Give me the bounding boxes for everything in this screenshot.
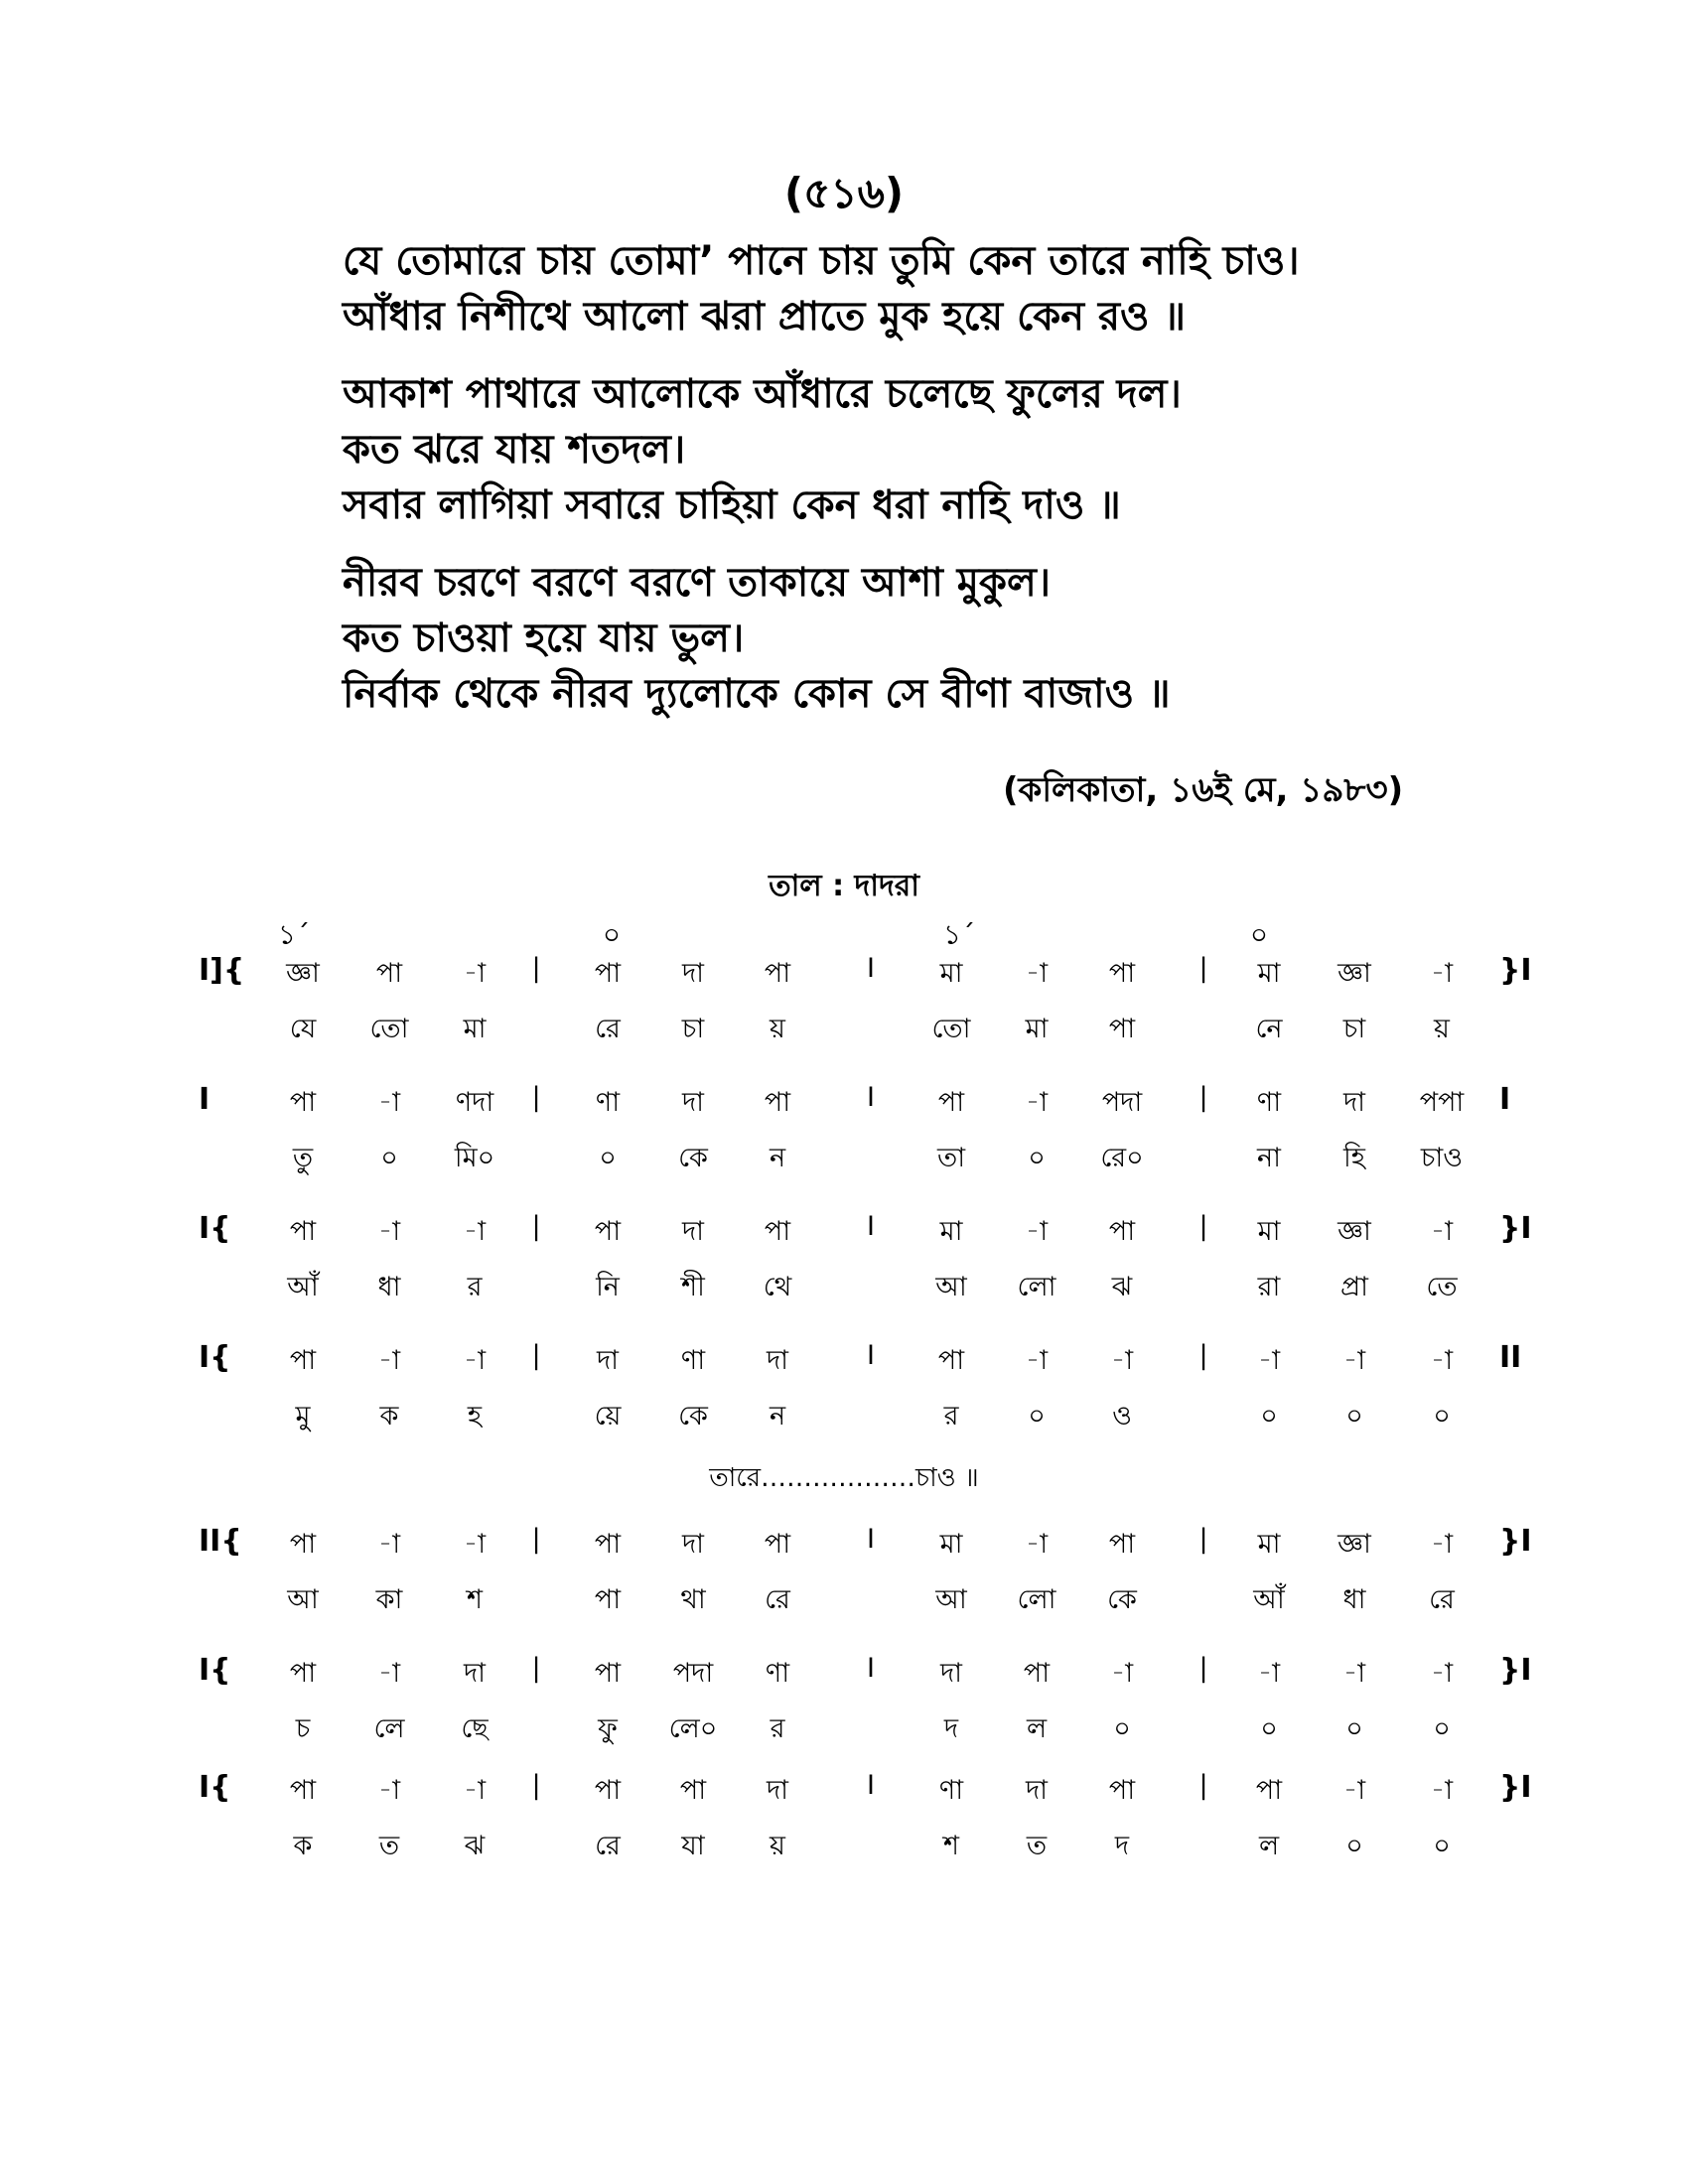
- bar-start-sign: I{: [199, 1340, 231, 1375]
- stanza-1: [343, 233, 1455, 344]
- note-cell: -া: [1430, 1216, 1454, 1247]
- notes-row: [0, 953, 1688, 1003]
- note-cell: পদা: [672, 1658, 714, 1689]
- notation-block: [0, 1082, 1688, 1211]
- lyric-cell: আঁ: [287, 1272, 319, 1302]
- bar-divider: |: [1198, 1524, 1208, 1555]
- taal-marker: ১´: [277, 918, 311, 951]
- notation-block: [0, 1770, 1688, 1899]
- poem-line: আঁধার নিশীথে আলো ঝরা প্রাতে মুক হয়ে কেন রও ॥: [343, 294, 1186, 340]
- poem-line: আকাশ পাথারে আলোকে আঁধারে চলেছে ফুলের দল।: [343, 371, 1182, 417]
- lyric-cell: য়ে: [594, 1401, 622, 1432]
- bar-divider: |: [531, 1524, 541, 1555]
- note-cell: মা: [939, 958, 963, 989]
- lyric-cell: যে: [289, 1014, 317, 1044]
- lyric-cell: কে: [678, 1143, 708, 1173]
- bar-end-sign: I: [1499, 1082, 1511, 1117]
- lyric-row: [0, 1267, 1688, 1316]
- note-cell: -া: [1342, 1345, 1366, 1376]
- lyric-cell: তো: [931, 1014, 971, 1044]
- lyric-cell: আ: [935, 1584, 967, 1615]
- taal-markers: [0, 913, 1688, 953]
- bar-divider: |: [1198, 1770, 1208, 1801]
- note-cell: -া: [463, 1216, 487, 1247]
- lyric-cell: লে: [373, 1713, 405, 1744]
- lyric-cell: থা: [680, 1584, 706, 1615]
- bar-divider: I: [867, 1653, 875, 1684]
- lyric-row: [0, 1396, 1688, 1445]
- lyric-cell: ০: [599, 1143, 617, 1173]
- note-cell: -া: [1025, 1216, 1049, 1247]
- lyric-cell: শ: [467, 1584, 483, 1615]
- note-cell: -া: [1430, 1658, 1454, 1689]
- bar-divider: |: [531, 953, 541, 984]
- note-cell: -া: [1430, 1345, 1454, 1376]
- lyric-cell: রে০: [1100, 1143, 1144, 1173]
- lyric-cell: য়: [1434, 1014, 1450, 1044]
- lyric-cell: ন: [769, 1143, 786, 1173]
- page-number: (৫১৬): [783, 169, 905, 217]
- bar-divider: I: [867, 1340, 875, 1371]
- lyric-cell: না: [1257, 1143, 1281, 1173]
- note-cell: ণা: [765, 1658, 790, 1689]
- lyric-cell: ০: [1260, 1401, 1278, 1432]
- lyric-cell: ধা: [1342, 1584, 1366, 1615]
- note-cell: পা: [1255, 1775, 1283, 1806]
- notes-row: [0, 1211, 1688, 1261]
- note-cell: পা: [1108, 1775, 1136, 1806]
- bar-end-sign: }I: [1499, 953, 1532, 988]
- note-cell: দা: [1025, 1775, 1048, 1806]
- note-cell: পা: [289, 1216, 317, 1247]
- note-cell: পা: [764, 1529, 791, 1560]
- lyric-cell: রে: [595, 1831, 621, 1861]
- lyric-cell: মা: [463, 1014, 487, 1044]
- bar-divider: |: [531, 1770, 541, 1801]
- bar-divider: I: [867, 953, 875, 984]
- lyric-cell: তো: [369, 1014, 409, 1044]
- poem-line: কত চাওয়া হয়ে যায় ভুল।: [343, 615, 745, 661]
- note-cell: পদা: [1101, 1087, 1143, 1118]
- lyric-cell: দ: [1114, 1831, 1130, 1861]
- lyric-row: [0, 1009, 1688, 1058]
- bar-divider: |: [1198, 1211, 1208, 1242]
- lyric-cell: মি০: [454, 1143, 495, 1173]
- return-line: তারে………………চাও ॥: [709, 1463, 979, 1493]
- note-cell: -া: [377, 1658, 401, 1689]
- note-cell: -া: [463, 1345, 487, 1376]
- note-cell: পা: [594, 958, 622, 989]
- note-cell: পা: [594, 1216, 622, 1247]
- note-cell: পা: [1108, 1216, 1136, 1247]
- lyric-cell: ত: [378, 1831, 400, 1861]
- note-cell: -া: [1430, 1529, 1454, 1560]
- bar-end-sign: }I: [1499, 1770, 1532, 1805]
- lyric-cell: র: [943, 1401, 959, 1432]
- note-cell: -া: [1110, 1658, 1134, 1689]
- note-cell: দা: [939, 1658, 962, 1689]
- lyric-cell: দ: [943, 1713, 959, 1744]
- note-cell: -া: [377, 1087, 401, 1118]
- note-cell: ণা: [680, 1345, 706, 1376]
- note-cell: দা: [1342, 1087, 1365, 1118]
- lyric-cell: মু: [295, 1401, 311, 1432]
- notation-table: [0, 953, 1688, 1899]
- lyric-cell: ০: [1345, 1713, 1363, 1744]
- bar-end-sign: II: [1499, 1340, 1522, 1375]
- lyric-cell: রা: [1257, 1272, 1281, 1302]
- lyric-cell: য়: [770, 1831, 785, 1861]
- bar-start-sign: I{: [199, 1653, 231, 1688]
- lyric-cell: নি: [596, 1272, 620, 1302]
- taal-label: তাল : দাদরা: [769, 869, 919, 903]
- stanza-3: [343, 555, 1455, 722]
- note-cell: ণা: [1256, 1087, 1282, 1118]
- notes-row: [0, 1653, 1688, 1703]
- note-cell: -া: [377, 1775, 401, 1806]
- poem-line: কত ঝরে যায় শতদল।: [343, 427, 686, 473]
- lyric-cell: লে০: [668, 1713, 718, 1744]
- lyric-cell: র: [770, 1713, 785, 1744]
- note-cell: দা: [681, 1087, 704, 1118]
- lyric-cell: যা: [681, 1831, 705, 1861]
- lyric-cell: ০: [1433, 1831, 1451, 1861]
- bar-divider: |: [1198, 1653, 1208, 1684]
- lyric-row: [0, 1708, 1688, 1758]
- lyric-row: [0, 1826, 1688, 1875]
- bar-divider: |: [531, 1211, 541, 1242]
- note-cell: পা: [764, 1216, 791, 1247]
- note-cell: মা: [1257, 1216, 1281, 1247]
- note-cell: জ্ঞা: [1337, 958, 1371, 989]
- lyric-cell: ০: [1260, 1713, 1278, 1744]
- note-cell: পা: [289, 1658, 317, 1689]
- note-cell: -া: [1257, 1658, 1281, 1689]
- note-cell: পা: [594, 1529, 622, 1560]
- note-cell: পা: [289, 1529, 317, 1560]
- lyric-cell: থে: [763, 1272, 792, 1302]
- notation-block: [0, 1340, 1688, 1524]
- note-cell: দা: [766, 1775, 788, 1806]
- lyric-row: [0, 1138, 1688, 1187]
- bar-start-sign: I: [199, 1082, 211, 1117]
- lyric-cell: ০: [1433, 1401, 1451, 1432]
- poem: [343, 233, 1455, 744]
- taal-marker: ১´: [942, 918, 976, 951]
- lyric-cell: ত: [1026, 1831, 1048, 1861]
- note-cell: -া: [377, 1216, 401, 1247]
- bar-divider: I: [867, 1211, 875, 1242]
- lyric-cell: তু: [292, 1143, 314, 1173]
- lyric-cell: র: [467, 1272, 483, 1302]
- lyric-cell: লো: [1017, 1584, 1056, 1615]
- note-cell: দা: [596, 1345, 619, 1376]
- bar-divider: |: [1198, 1082, 1208, 1113]
- lyric-cell: য়: [770, 1014, 785, 1044]
- note-cell: দা: [681, 1529, 704, 1560]
- note-cell: পা: [289, 1087, 317, 1118]
- note-cell: পা: [594, 1775, 622, 1806]
- note-cell: মা: [1257, 958, 1281, 989]
- note-cell: -া: [1025, 958, 1049, 989]
- bar-start-sign: I{: [199, 1770, 231, 1805]
- lyric-cell: তা: [936, 1143, 966, 1173]
- notation-block: [0, 953, 1688, 1082]
- note-cell: দা: [681, 958, 704, 989]
- note-cell: জ্ঞা: [286, 958, 320, 989]
- bar-start-sign: I{: [199, 1211, 231, 1246]
- bar-end-sign: }I: [1499, 1211, 1532, 1246]
- lyric-cell: আ: [935, 1272, 967, 1302]
- notes-row: [0, 1770, 1688, 1820]
- bar-divider: I: [867, 1770, 875, 1801]
- note-cell: মা: [939, 1529, 963, 1560]
- note-cell: -া: [463, 958, 487, 989]
- note-cell: -া: [377, 1529, 401, 1560]
- lyric-cell: ঝ: [1111, 1272, 1133, 1302]
- lyric-cell: কে: [678, 1401, 708, 1432]
- lyric-cell: আঁ: [1253, 1584, 1285, 1615]
- note-cell: পা: [594, 1658, 622, 1689]
- bar-divider: I: [867, 1524, 875, 1555]
- lyric-cell: নে: [1255, 1014, 1283, 1044]
- note-cell: পপা: [1419, 1087, 1465, 1118]
- lyric-cell: ল: [1026, 1713, 1048, 1744]
- bar-end-sign: }I: [1499, 1653, 1532, 1688]
- lyric-cell: রে: [595, 1014, 621, 1044]
- note-cell: মা: [1257, 1529, 1281, 1560]
- lyric-cell: লো: [1017, 1272, 1056, 1302]
- lyric-cell: হি: [1343, 1143, 1365, 1173]
- lyric-cell: ধা: [377, 1272, 401, 1302]
- bar-end-sign: }I: [1499, 1524, 1532, 1559]
- stanza-2: [343, 366, 1455, 533]
- lyric-cell: পা: [1108, 1014, 1136, 1044]
- poem-line: যে তোমারে চায় তোমা’ পানে চায় তুমি কেন তারে নাহি চাও।: [343, 238, 1300, 284]
- lyric-cell: কে: [1107, 1584, 1137, 1615]
- bar-divider: |: [1198, 953, 1208, 984]
- note-cell: পা: [375, 958, 403, 989]
- taal-marker: ০: [602, 918, 622, 951]
- note-cell: দা: [681, 1216, 704, 1247]
- note-cell: পা: [937, 1345, 965, 1376]
- bar-divider: |: [531, 1653, 541, 1684]
- lyric-cell: ০: [1433, 1713, 1451, 1744]
- lyric-cell: ঝ: [464, 1831, 486, 1861]
- lyric-cell: ও: [1112, 1401, 1132, 1432]
- note-cell: পা: [764, 958, 791, 989]
- lyric-cell: হ: [467, 1401, 483, 1432]
- note-cell: -া: [1257, 1345, 1281, 1376]
- poem-line: নীরব চরণে বরণে বরণে তাকায়ে আশা মুকুল।: [343, 560, 1052, 606]
- note-cell: -া: [1342, 1775, 1366, 1806]
- lyric-cell: রে: [765, 1584, 790, 1615]
- lyric-cell: ল: [1258, 1831, 1280, 1861]
- notes-row: [0, 1340, 1688, 1390]
- note-cell: ণা: [595, 1087, 621, 1118]
- note-cell: দা: [463, 1658, 486, 1689]
- note-cell: -া: [1430, 958, 1454, 989]
- lyric-cell: আ: [287, 1584, 319, 1615]
- lyric-cell: ন: [769, 1401, 786, 1432]
- note-cell: পা: [1023, 1658, 1051, 1689]
- note-cell: পা: [1108, 1529, 1136, 1560]
- note-cell: দা: [766, 1345, 788, 1376]
- lyric-cell: মা: [1025, 1014, 1049, 1044]
- note-cell: -া: [1025, 1087, 1049, 1118]
- bar-divider: I: [867, 1082, 875, 1113]
- note-cell: জ্ঞা: [1337, 1529, 1371, 1560]
- note-cell: -া: [1025, 1345, 1049, 1376]
- note-cell: ণদা: [455, 1087, 494, 1118]
- note-cell: পা: [764, 1087, 791, 1118]
- lyric-cell: শ: [943, 1831, 959, 1861]
- poem-line: সবার লাগিয়া সবারে চাহিয়া কেন ধরা নাহি দাও ॥: [343, 482, 1121, 528]
- lyric-cell: ০: [380, 1143, 398, 1173]
- note-cell: -া: [377, 1345, 401, 1376]
- lyric-cell: রে: [1429, 1584, 1455, 1615]
- lyric-cell: ০: [1028, 1143, 1046, 1173]
- lyric-cell: ০: [1345, 1401, 1363, 1432]
- lyric-cell: ক: [379, 1401, 399, 1432]
- lyric-cell: কা: [375, 1584, 403, 1615]
- note-cell: পা: [289, 1345, 317, 1376]
- note-cell: পা: [289, 1775, 317, 1806]
- bar-divider: |: [1198, 1340, 1208, 1371]
- poem-line: নির্বাক থেকে নীরব দ্যুলোকে কোন সে বীণা বাজাও ॥: [343, 671, 1171, 717]
- note-cell: মা: [939, 1216, 963, 1247]
- note-cell: -া: [1342, 1658, 1366, 1689]
- lyric-cell: ০: [1345, 1831, 1363, 1861]
- lyric-cell: চ: [295, 1713, 311, 1744]
- lyric-cell: ছে: [461, 1713, 489, 1744]
- lyric-cell: পা: [594, 1584, 622, 1615]
- notes-row: [0, 1082, 1688, 1132]
- taal-marker: ০: [1249, 918, 1269, 951]
- lyric-cell: চাও: [1420, 1143, 1464, 1173]
- lyric-cell: ফু: [598, 1713, 618, 1744]
- lyric-cell: চা: [1342, 1014, 1366, 1044]
- note-cell: -া: [1025, 1529, 1049, 1560]
- bar-divider: |: [531, 1340, 541, 1371]
- bar-start-sign: II{: [199, 1524, 242, 1559]
- bar-divider: |: [531, 1082, 541, 1113]
- notes-row: [0, 1524, 1688, 1573]
- lyric-cell: ক: [293, 1831, 313, 1861]
- note-cell: পা: [937, 1087, 965, 1118]
- lyric-cell: তে: [1426, 1272, 1458, 1302]
- dateline: (কলিকাতা, ১৬ই মে, ১৯৮৩): [1003, 770, 1404, 810]
- lyric-row: [0, 1579, 1688, 1629]
- note-cell: জ্ঞা: [1337, 1216, 1371, 1247]
- note-cell: -া: [463, 1775, 487, 1806]
- lyric-cell: শী: [681, 1272, 705, 1302]
- lyric-cell: প্রা: [1340, 1272, 1368, 1302]
- lyric-cell: ০: [1113, 1713, 1131, 1744]
- lyric-cell: চা: [681, 1014, 705, 1044]
- note-cell: পা: [679, 1775, 707, 1806]
- note-cell: -া: [1110, 1345, 1134, 1376]
- bar-start-sign: I]{: [199, 953, 245, 988]
- notation-block: [0, 1524, 1688, 1653]
- note-cell: ণা: [938, 1775, 964, 1806]
- note-cell: পা: [1108, 958, 1136, 989]
- notation-block: [0, 1211, 1688, 1340]
- notation-block: [0, 1653, 1688, 1770]
- lyric-cell: ০: [1028, 1401, 1046, 1432]
- note-cell: -া: [463, 1529, 487, 1560]
- note-cell: -া: [1430, 1775, 1454, 1806]
